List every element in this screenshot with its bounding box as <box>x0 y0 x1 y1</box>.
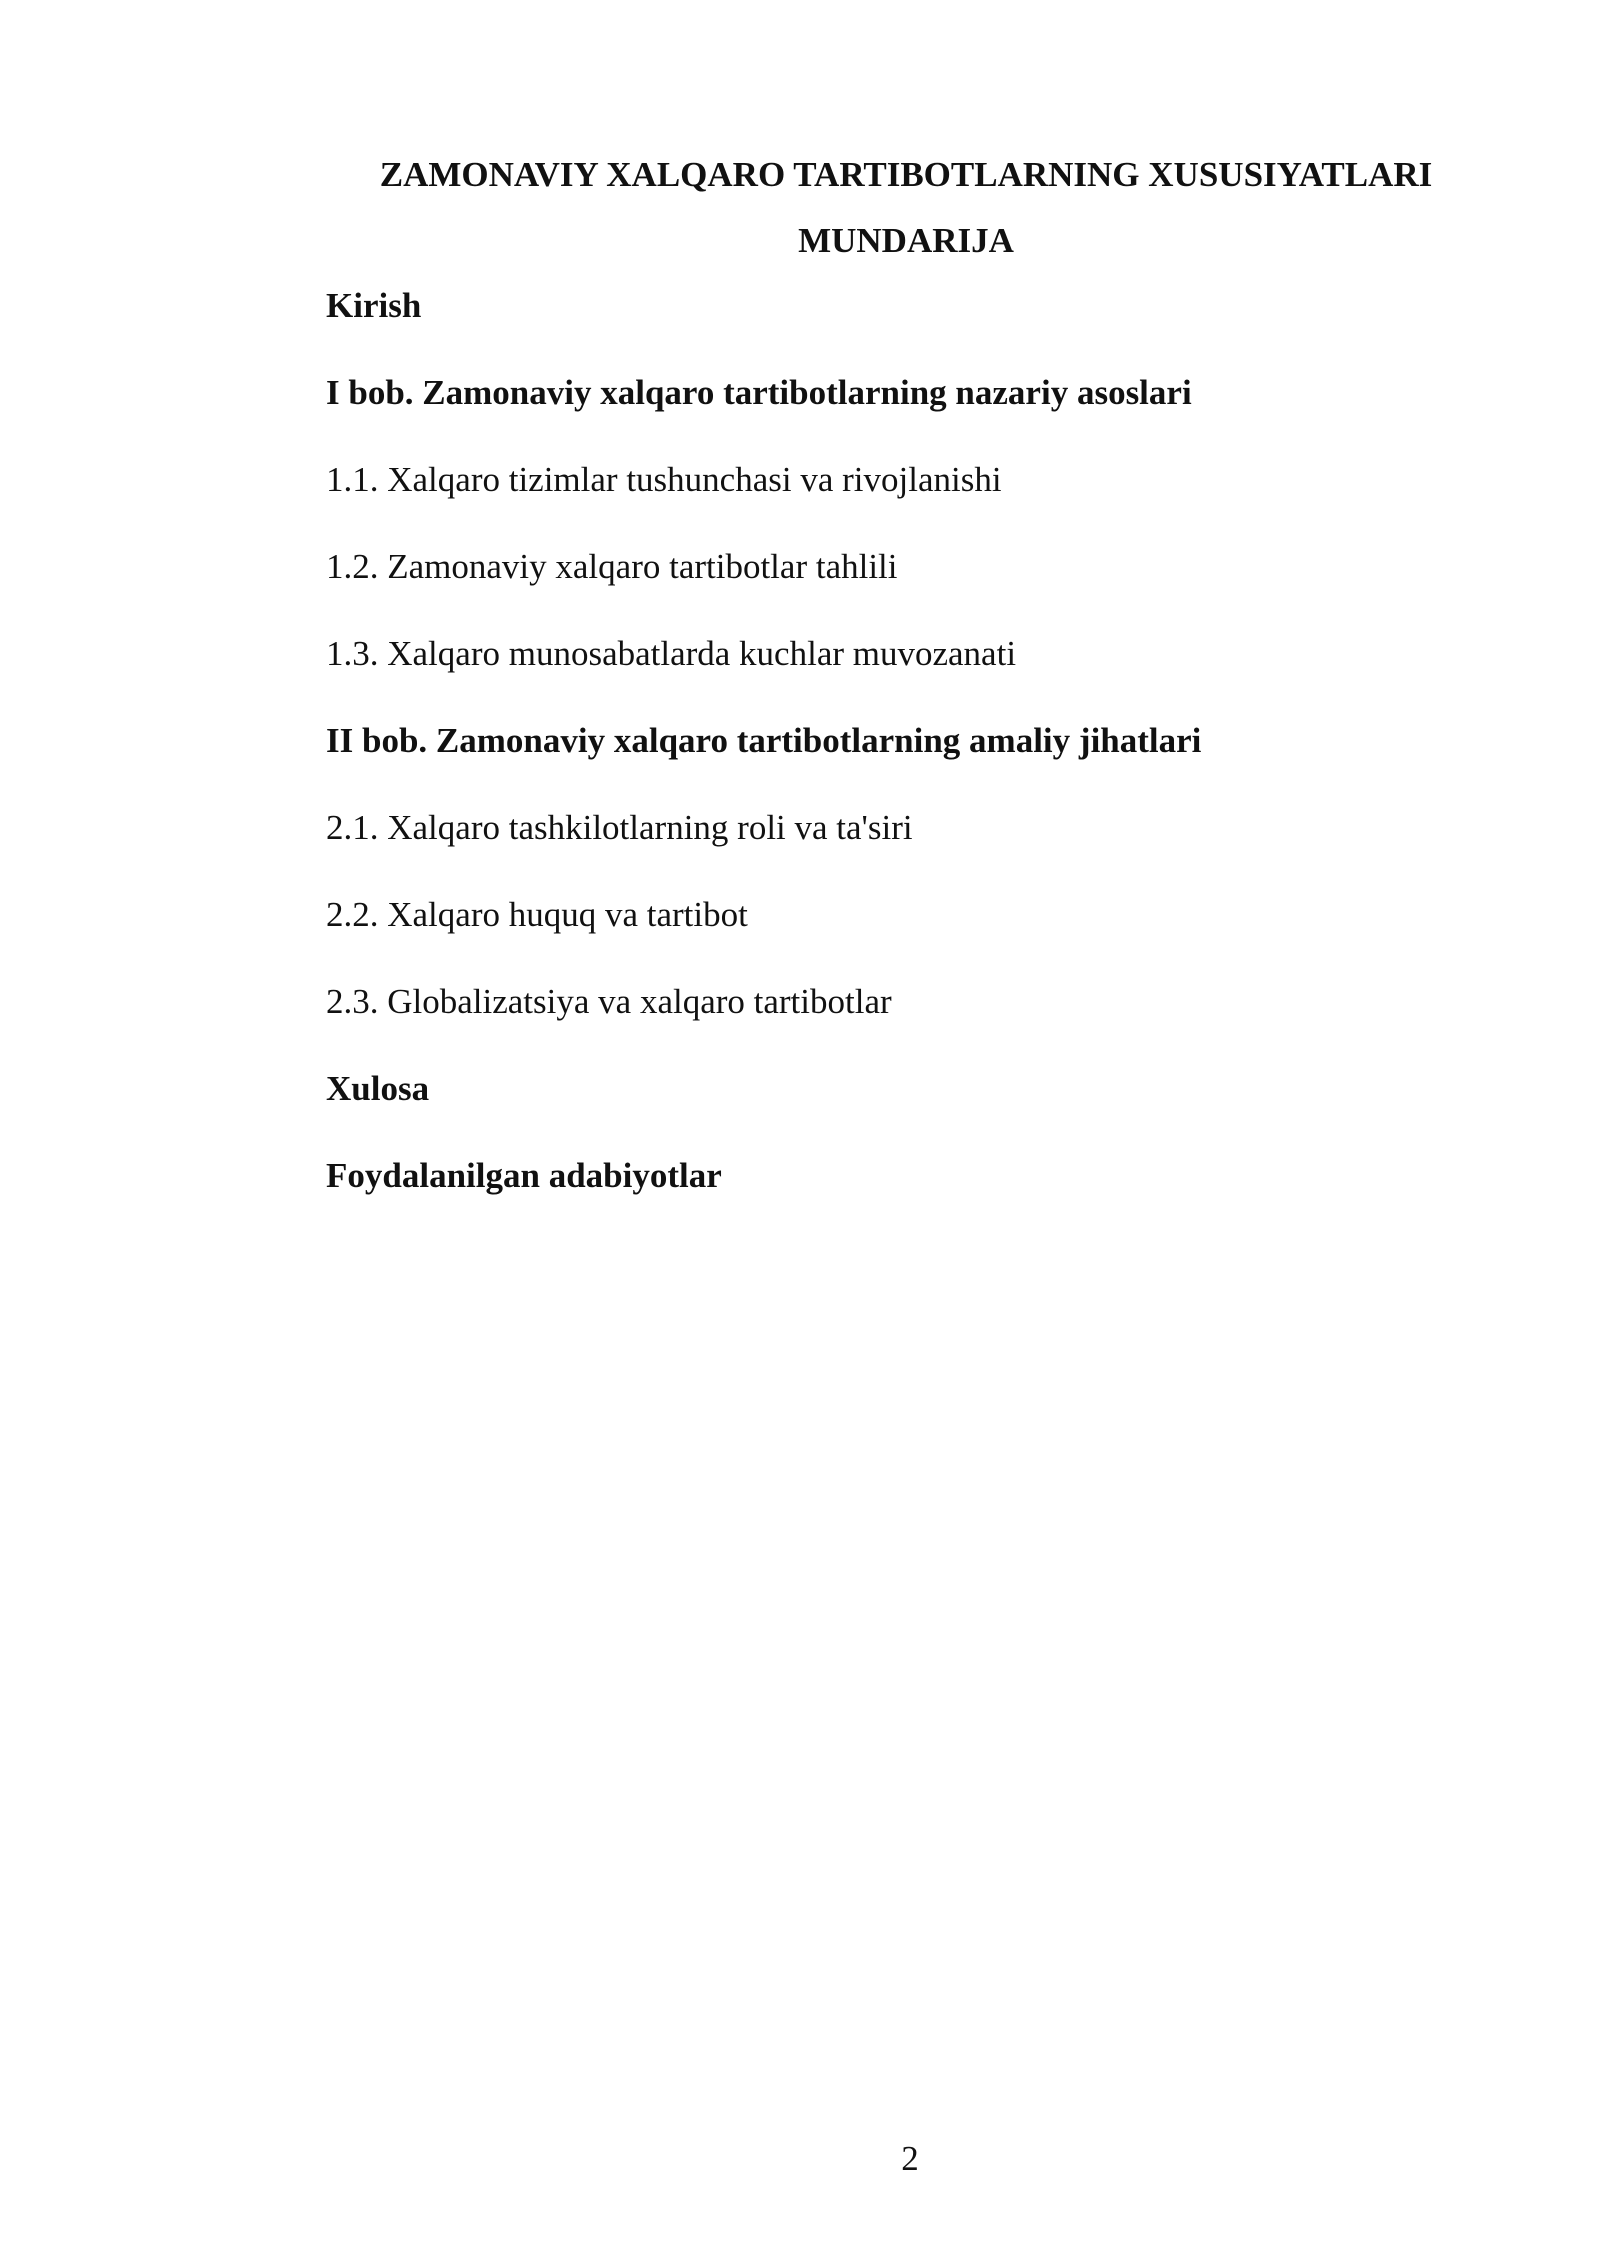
table-of-contents <box>326 281 1486 1238</box>
toc-entry-section-1-1: 1.1. Xalqaro tizimlar tushunchasi va rivojlanishi <box>326 460 1002 499</box>
toc-entry-xulosa: Xulosa <box>326 1069 430 1108</box>
toc-entry-kirish: Kirish <box>326 286 422 325</box>
toc-entry-section-1-3: 1.3. Xalqaro munosabatlarda kuchlar muvozanati <box>326 634 1017 673</box>
toc-entry-section-2-1: 2.1. Xalqaro tashkilotlarning roli va ta'siri <box>326 808 913 847</box>
toc-entry-section-2-2: 2.2. Xalqaro huquq va tartibot <box>326 895 748 934</box>
toc-heading: MUNDARIJA <box>798 221 1014 260</box>
page-number: 2 <box>901 2139 919 2178</box>
document-title: ZAMONAVIY XALQARO TARTIBOTLARNING XUSUSIYATLARI <box>379 155 1433 194</box>
toc-entry-section-1-2: 1.2. Zamonaviy xalqaro tartibotlar tahlili <box>326 547 898 586</box>
toc-entry-chapter-1: I bob. Zamonaviy xalqaro tartibotlarning nazariy asoslari <box>326 373 1192 412</box>
toc-entry-bibliography: Foydalanilgan adabiyotlar <box>326 1156 722 1195</box>
toc-entry-chapter-2: II bob. Zamonaviy xalqaro tartibotlarning amaliy jihatlari <box>326 721 1202 760</box>
toc-entry-section-2-3: 2.3. Globalizatsiya va xalqaro tartibotlar <box>326 982 892 1021</box>
